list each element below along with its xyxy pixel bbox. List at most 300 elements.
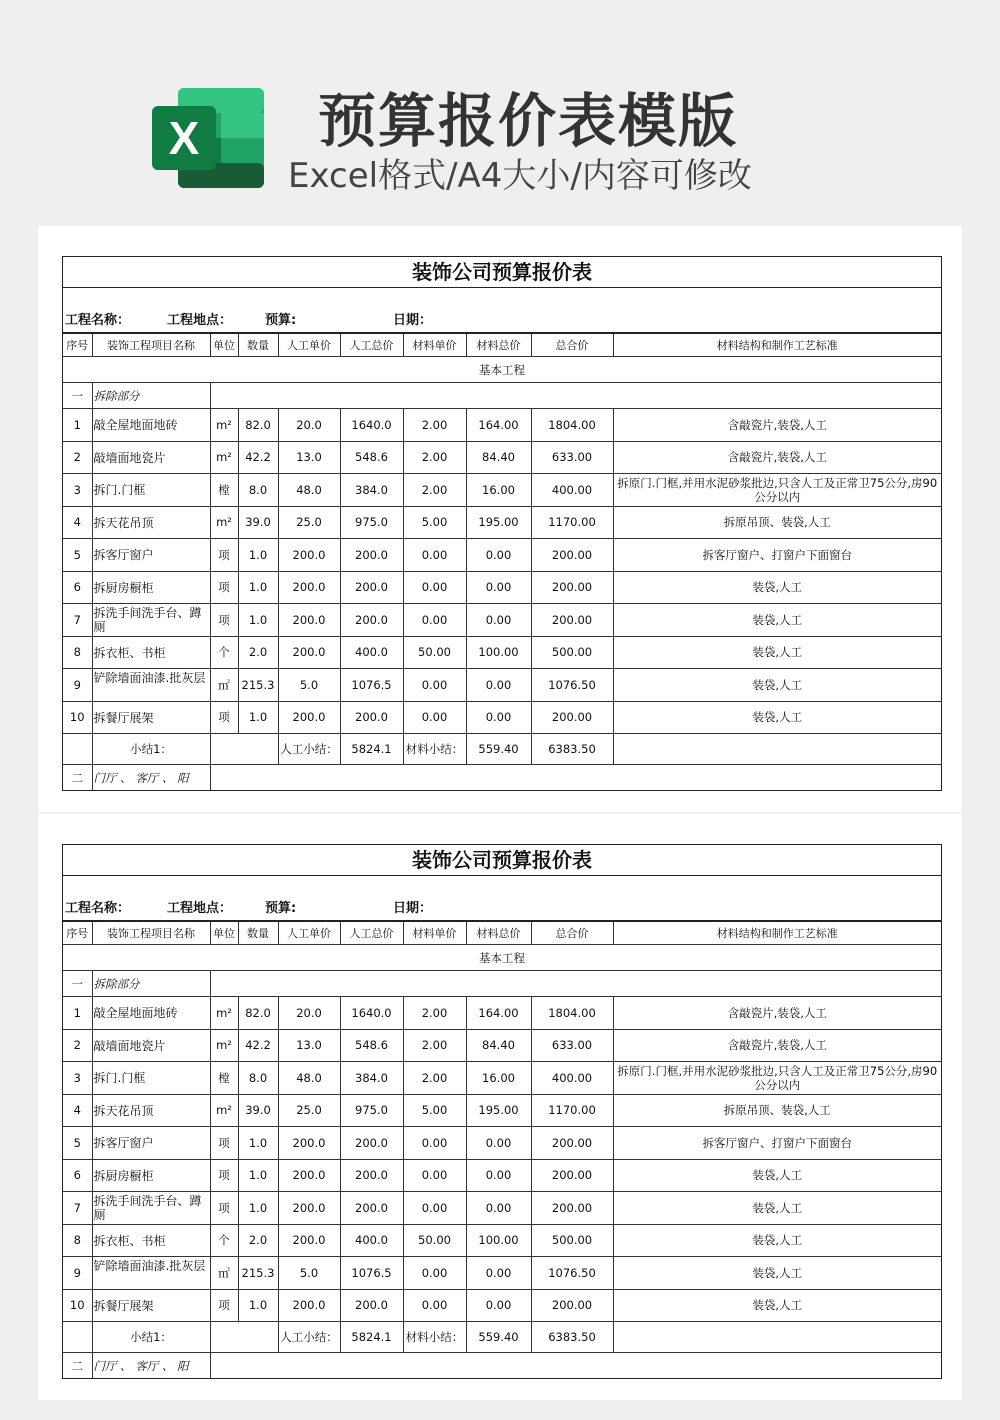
cell-no: 1 <box>63 409 92 442</box>
cell-note <box>613 1159 941 1192</box>
project-name-label: 工程名称： <box>65 313 131 328</box>
section-name: 拆除部分 <box>92 383 210 409</box>
item-name: 拆天花吊顶 <box>93 515 154 530</box>
cell-no: 5 <box>63 539 92 572</box>
column-header: 人工单价 <box>278 334 340 357</box>
table-row <box>63 604 941 637</box>
cell-unit: 项 <box>210 539 238 572</box>
item-note: 含敲瓷片,装袋,人工 <box>727 417 827 432</box>
cell-name <box>92 1192 210 1225</box>
cell-labor-total: 975.0 <box>340 1094 403 1127</box>
cell-qty: 42.2 <box>238 1029 278 1062</box>
cell-mat-total: 0.00 <box>466 604 531 637</box>
cell-labor-total: 548.6 <box>340 441 403 474</box>
item-name: 拆衣柜、书柜 <box>93 1233 166 1248</box>
cell-total: 200.00 <box>531 1127 613 1160</box>
cell-name <box>92 441 210 474</box>
column-header: 人工总价 <box>340 922 403 945</box>
cell-no: 2 <box>63 441 92 474</box>
table-row <box>63 409 941 442</box>
cell-note <box>613 1094 941 1127</box>
table-row <box>63 1094 941 1127</box>
column-header: 材料结构和制作工艺标准 <box>613 922 941 945</box>
cell-unit: 樘 <box>210 1062 238 1095</box>
cell-name <box>92 506 210 539</box>
cell-labor-price: 200.0 <box>278 1224 340 1257</box>
cell-labor-total: 384.0 <box>340 474 403 507</box>
item-note: 装袋,人工 <box>752 1200 803 1215</box>
item-name: 拆洗手间洗手台、蹲厕 <box>93 605 202 634</box>
section-name: 拆除部分 <box>92 971 210 997</box>
cell-mat-price: 0.00 <box>403 1257 466 1290</box>
cell-name <box>92 409 210 442</box>
cell-note <box>613 1062 941 1095</box>
item-name: 拆门.门框 <box>93 1071 146 1086</box>
project-info-row <box>63 288 941 334</box>
subtotal-label: 小结1： <box>92 1322 210 1353</box>
cell-no: 10 <box>63 1289 92 1322</box>
cell-labor-total: 1076.5 <box>340 669 403 702</box>
cell-total: 1170.00 <box>531 1094 613 1127</box>
item-name: 铲除墙面油漆.批灰层 <box>93 670 206 685</box>
cell-note <box>613 441 941 474</box>
table-row <box>63 539 941 572</box>
item-name: 敲墙面地瓷片 <box>93 1038 166 1053</box>
column-header: 装饰工程项目名称 <box>92 334 210 357</box>
table-row <box>63 1127 941 1160</box>
cell-note <box>613 571 941 604</box>
cell-qty: 1.0 <box>238 1192 278 1225</box>
cell-qty: 2.0 <box>238 636 278 669</box>
cell-no: 5 <box>63 1127 92 1160</box>
cell-qty: 82.0 <box>238 409 278 442</box>
cell-note <box>613 701 941 734</box>
cell-labor-price: 13.0 <box>278 441 340 474</box>
cell-name <box>92 1029 210 1062</box>
cell-mat-price: 0.00 <box>403 539 466 572</box>
cell-total: 633.00 <box>531 441 613 474</box>
grand-subtotal-value: 6383.50 <box>531 734 613 765</box>
cell-labor-price: 5.0 <box>278 669 340 702</box>
cell-total: 200.00 <box>531 1159 613 1192</box>
cell-labor-price: 200.0 <box>278 604 340 637</box>
cell-no: 10 <box>63 701 92 734</box>
cell-total: 200.00 <box>531 539 613 572</box>
cell-note <box>613 1127 941 1160</box>
cell-unit: ㎡ <box>210 1257 238 1290</box>
cell-mat-total: 16.00 <box>466 1062 531 1095</box>
cell-mat-total: 84.40 <box>466 441 531 474</box>
cell-mat-price: 2.00 <box>403 1029 466 1062</box>
column-header: 材料单价 <box>403 334 466 357</box>
cell-name <box>92 539 210 572</box>
cell-labor-price: 48.0 <box>278 474 340 507</box>
cell-note <box>613 1029 941 1062</box>
cell-no: 7 <box>63 1192 92 1225</box>
item-name: 拆衣柜、书柜 <box>93 645 166 660</box>
cell-no: 3 <box>63 1062 92 1095</box>
table-row <box>63 701 941 734</box>
cell-mat-price: 0.00 <box>403 1289 466 1322</box>
project-info-row <box>63 876 941 922</box>
excel-logo-letter: X <box>168 112 200 164</box>
cell-mat-total: 0.00 <box>466 1257 531 1290</box>
cell-name <box>92 997 210 1030</box>
material-subtotal-value: 559.40 <box>466 734 531 765</box>
column-header: 材料结构和制作工艺标准 <box>613 334 941 357</box>
table-header-row <box>63 334 941 357</box>
cell-total: 500.00 <box>531 1224 613 1257</box>
column-header: 单位 <box>210 922 238 945</box>
cell-labor-price: 200.0 <box>278 571 340 604</box>
category-row <box>63 357 941 383</box>
budget-label: 预算: <box>265 313 297 328</box>
cell-mat-price: 5.00 <box>403 1094 466 1127</box>
cell-qty: 1.0 <box>238 701 278 734</box>
cell-mat-total: 195.00 <box>466 506 531 539</box>
cell-qty: 1.0 <box>238 539 278 572</box>
cell-mat-total: 84.40 <box>466 1029 531 1062</box>
cell-mat-price: 0.00 <box>403 604 466 637</box>
item-name: 拆厨房橱柜 <box>93 1168 154 1183</box>
section-empty-cell <box>210 1353 941 1379</box>
table-row <box>63 1159 941 1192</box>
cell-labor-total: 400.0 <box>340 636 403 669</box>
cell-mat-price: 2.00 <box>403 997 466 1030</box>
cell-labor-total: 200.0 <box>340 1289 403 1322</box>
cell-labor-price: 5.0 <box>278 1257 340 1290</box>
cell-labor-price: 20.0 <box>278 409 340 442</box>
cell-labor-total: 200.0 <box>340 1159 403 1192</box>
section-number: 一 <box>63 971 92 997</box>
cell-mat-price: 2.00 <box>403 1062 466 1095</box>
cell-qty: 1.0 <box>238 604 278 637</box>
cell-name <box>92 1257 210 1290</box>
cell-unit: 樘 <box>210 474 238 507</box>
cell-qty: 8.0 <box>238 474 278 507</box>
column-header: 装饰工程项目名称 <box>92 922 210 945</box>
cell-note <box>613 1289 941 1322</box>
cell-note <box>613 474 941 507</box>
item-note: 拆原门.门框,并用水泥砂浆批边,只含人工及正常卫75公分,房90公分以内 <box>617 1063 938 1092</box>
item-note: 装袋,人工 <box>752 677 803 692</box>
cell-unit: 项 <box>210 701 238 734</box>
cell-qty: 42.2 <box>238 441 278 474</box>
item-name: 拆餐厅展架 <box>93 710 154 725</box>
cell-name <box>92 1094 210 1127</box>
cell-labor-total: 200.0 <box>340 539 403 572</box>
cell-note <box>613 1224 941 1257</box>
cell-qty: 39.0 <box>238 1094 278 1127</box>
cell-name <box>92 1289 210 1322</box>
cell-total: 1076.50 <box>531 1257 613 1290</box>
cell-total: 1170.00 <box>531 506 613 539</box>
cell-labor-total: 200.0 <box>340 571 403 604</box>
sheet-page-2 <box>38 814 962 1400</box>
cell-unit: 项 <box>210 1127 238 1160</box>
cell-qty: 1.0 <box>238 571 278 604</box>
cell-mat-total: 0.00 <box>466 1127 531 1160</box>
item-note: 拆原吊顶、装袋,人工 <box>723 1103 831 1118</box>
cell-total: 200.00 <box>531 1192 613 1225</box>
item-note: 含敲瓷片,装袋,人工 <box>727 1005 827 1020</box>
cell-note <box>613 636 941 669</box>
cell-labor-price: 48.0 <box>278 1062 340 1095</box>
table-row <box>63 997 941 1030</box>
column-header: 总合价 <box>531 334 613 357</box>
cell-mat-price: 2.00 <box>403 409 466 442</box>
cell-unit: m² <box>210 441 238 474</box>
cell-name <box>92 701 210 734</box>
cell-mat-total: 0.00 <box>466 571 531 604</box>
item-name: 敲全屋地面地砖 <box>93 1006 178 1021</box>
table-header-row <box>63 922 941 945</box>
item-note: 装袋,人工 <box>752 1298 803 1313</box>
table-row <box>63 1062 941 1095</box>
cell-qty: 1.0 <box>238 1127 278 1160</box>
cell-labor-price: 200.0 <box>278 1159 340 1192</box>
column-header: 数量 <box>238 922 278 945</box>
section-row <box>63 1353 941 1379</box>
labor-subtotal-value: 5824.1 <box>340 734 403 765</box>
sheet-page-1 <box>38 226 962 812</box>
item-name: 拆客厅窗户 <box>93 548 154 563</box>
cell-unit: m² <box>210 997 238 1030</box>
cell-name <box>92 669 210 702</box>
cell-no: 6 <box>63 1159 92 1192</box>
cell-qty: 1.0 <box>238 1159 278 1192</box>
cell-mat-total: 0.00 <box>466 701 531 734</box>
cell-total: 200.00 <box>531 571 613 604</box>
banner-title: 预算报价表模版 <box>318 87 739 155</box>
cell-mat-total: 0.00 <box>466 669 531 702</box>
item-name: 敲全屋地面地砖 <box>93 418 178 433</box>
cell-note <box>613 1192 941 1225</box>
item-note: 装袋,人工 <box>752 1265 803 1280</box>
cell-no: 7 <box>63 604 92 637</box>
banner <box>0 0 1000 226</box>
subtotal-label: 小结1： <box>92 734 210 765</box>
cell-labor-total: 400.0 <box>340 1224 403 1257</box>
cell-note <box>613 409 941 442</box>
cell-total: 200.00 <box>531 1289 613 1322</box>
date-label: 日期： <box>393 901 433 916</box>
cell-labor-total: 548.6 <box>340 1029 403 1062</box>
material-subtotal-label: 材料小结： <box>403 734 466 765</box>
cell-no: 8 <box>63 636 92 669</box>
cell-name <box>92 1159 210 1192</box>
column-header: 数量 <box>238 334 278 357</box>
cell-qty: 2.0 <box>238 1224 278 1257</box>
item-note: 装袋,人工 <box>752 1168 803 1183</box>
cell-total: 200.00 <box>531 604 613 637</box>
cell-mat-total: 100.00 <box>466 636 531 669</box>
cell-total: 633.00 <box>531 1029 613 1062</box>
item-note: 含敲瓷片,装袋,人工 <box>727 450 827 465</box>
cell-name <box>92 1127 210 1160</box>
table-row <box>63 1192 941 1225</box>
section-name: 门厅 、 客厅 、 阳 <box>92 1353 210 1379</box>
budget-label: 预算: <box>265 901 297 916</box>
column-header: 单位 <box>210 334 238 357</box>
cell-mat-total: 164.00 <box>466 409 531 442</box>
section-number: 一 <box>63 383 92 409</box>
cell-note <box>613 604 941 637</box>
section-row <box>63 971 941 997</box>
cell-name <box>92 604 210 637</box>
cell-note <box>613 539 941 572</box>
cell-note <box>613 997 941 1030</box>
excel-logo-icon <box>152 88 264 188</box>
table-row <box>63 1289 941 1322</box>
column-header: 材料总价 <box>466 334 531 357</box>
category-row <box>63 945 941 971</box>
cell-mat-total: 195.00 <box>466 1094 531 1127</box>
column-header: 人工单价 <box>278 922 340 945</box>
cell-note <box>613 1257 941 1290</box>
item-note: 拆客厅窗户、打窗户下面窗台 <box>702 547 852 562</box>
item-note: 装袋,人工 <box>752 645 803 660</box>
cell-no: 9 <box>63 1257 92 1290</box>
cell-unit: m² <box>210 1029 238 1062</box>
cell-total: 1076.50 <box>531 669 613 702</box>
cell-name <box>92 571 210 604</box>
table-row <box>63 1224 941 1257</box>
cell-labor-price: 13.0 <box>278 1029 340 1062</box>
project-location-label: 工程地点： <box>167 901 233 916</box>
cell-name <box>92 1062 210 1095</box>
cell-labor-price: 20.0 <box>278 997 340 1030</box>
cell-total: 1804.00 <box>531 997 613 1030</box>
cell-unit: 项 <box>210 1192 238 1225</box>
cell-labor-total: 200.0 <box>340 1127 403 1160</box>
cell-mat-total: 16.00 <box>466 474 531 507</box>
cell-unit: 项 <box>210 571 238 604</box>
cell-labor-total: 200.0 <box>340 701 403 734</box>
cell-labor-total: 200.0 <box>340 604 403 637</box>
cell-unit: m² <box>210 1094 238 1127</box>
cell-qty: 39.0 <box>238 506 278 539</box>
cell-mat-price: 0.00 <box>403 1192 466 1225</box>
section-row <box>63 383 941 409</box>
cell-note <box>613 506 941 539</box>
section-number: 二 <box>63 765 92 791</box>
cell-labor-price: 25.0 <box>278 506 340 539</box>
cell-mat-total: 0.00 <box>466 1192 531 1225</box>
cell-mat-price: 0.00 <box>403 669 466 702</box>
item-note: 装袋,人工 <box>752 1233 803 1248</box>
cell-labor-price: 200.0 <box>278 701 340 734</box>
table-row <box>63 636 941 669</box>
date-label: 日期： <box>393 313 433 328</box>
material-subtotal-value: 559.40 <box>466 1322 531 1353</box>
cell-labor-price: 200.0 <box>278 1192 340 1225</box>
table-row <box>63 1257 941 1290</box>
cell-no: 8 <box>63 1224 92 1257</box>
item-note: 装袋,人工 <box>752 612 803 627</box>
cell-unit: ㎡ <box>210 669 238 702</box>
sheet-title: 装饰公司预算报价表 <box>63 845 941 876</box>
budget-table <box>63 334 941 790</box>
cell-total: 200.00 <box>531 701 613 734</box>
item-name: 拆厨房橱柜 <box>93 580 154 595</box>
item-name: 敲墙面地瓷片 <box>93 450 166 465</box>
section-empty-cell <box>210 383 941 409</box>
cell-mat-price: 50.00 <box>403 636 466 669</box>
cell-labor-total: 1640.0 <box>340 997 403 1030</box>
cell-mat-total: 0.00 <box>466 539 531 572</box>
cell-labor-price: 200.0 <box>278 636 340 669</box>
table-row <box>63 571 941 604</box>
cell-no: 2 <box>63 1029 92 1062</box>
table-row <box>63 474 941 507</box>
cell-labor-total: 975.0 <box>340 506 403 539</box>
cell-labor-total: 1640.0 <box>340 409 403 442</box>
table-row <box>63 506 941 539</box>
table-row <box>63 669 941 702</box>
cell-labor-price: 25.0 <box>278 1094 340 1127</box>
cell-unit: 项 <box>210 1289 238 1322</box>
banner-subtitle: Excel格式/A4大小/内容可修改 <box>288 156 752 196</box>
column-header: 材料总价 <box>466 922 531 945</box>
item-note: 拆原吊顶、装袋,人工 <box>723 515 831 530</box>
budget-table-frame <box>62 256 942 791</box>
cell-mat-price: 0.00 <box>403 1159 466 1192</box>
cell-mat-total: 0.00 <box>466 1289 531 1322</box>
cell-labor-price: 200.0 <box>278 1289 340 1322</box>
cell-unit: m² <box>210 506 238 539</box>
cell-no: 9 <box>63 669 92 702</box>
item-name: 拆门.门框 <box>93 483 146 498</box>
cell-note <box>613 669 941 702</box>
cell-name <box>92 1224 210 1257</box>
cell-labor-price: 200.0 <box>278 539 340 572</box>
column-header: 序号 <box>63 334 92 357</box>
section-number: 二 <box>63 1353 92 1379</box>
cell-total: 500.00 <box>531 636 613 669</box>
item-name: 拆天花吊顶 <box>93 1103 154 1118</box>
cell-mat-total: 0.00 <box>466 1159 531 1192</box>
budget-table-frame <box>62 844 942 1379</box>
table-row <box>63 1029 941 1062</box>
section-row <box>63 765 941 791</box>
table-row <box>63 441 941 474</box>
cell-mat-price: 0.00 <box>403 701 466 734</box>
subtotal-row <box>63 1322 941 1353</box>
cell-mat-total: 164.00 <box>466 997 531 1030</box>
subtotal-row <box>63 734 941 765</box>
cell-unit: m² <box>210 409 238 442</box>
cell-mat-price: 50.00 <box>403 1224 466 1257</box>
item-note: 装袋,人工 <box>752 580 803 595</box>
labor-subtotal-label: 人工小结： <box>278 1322 340 1353</box>
cell-unit: 个 <box>210 1224 238 1257</box>
section-empty-cell <box>210 971 941 997</box>
cell-mat-price: 0.00 <box>403 1127 466 1160</box>
column-header: 总合价 <box>531 922 613 945</box>
cell-labor-total: 1076.5 <box>340 1257 403 1290</box>
category-label: 基本工程 <box>63 357 941 383</box>
item-name: 拆餐厅展架 <box>93 1298 154 1313</box>
cell-unit: 项 <box>210 1159 238 1192</box>
cell-no: 3 <box>63 474 92 507</box>
cell-total: 400.00 <box>531 1062 613 1095</box>
cell-mat-price: 2.00 <box>403 441 466 474</box>
category-label: 基本工程 <box>63 945 941 971</box>
labor-subtotal-value: 5824.1 <box>340 1322 403 1353</box>
column-header: 材料单价 <box>403 922 466 945</box>
cell-total: 1804.00 <box>531 409 613 442</box>
